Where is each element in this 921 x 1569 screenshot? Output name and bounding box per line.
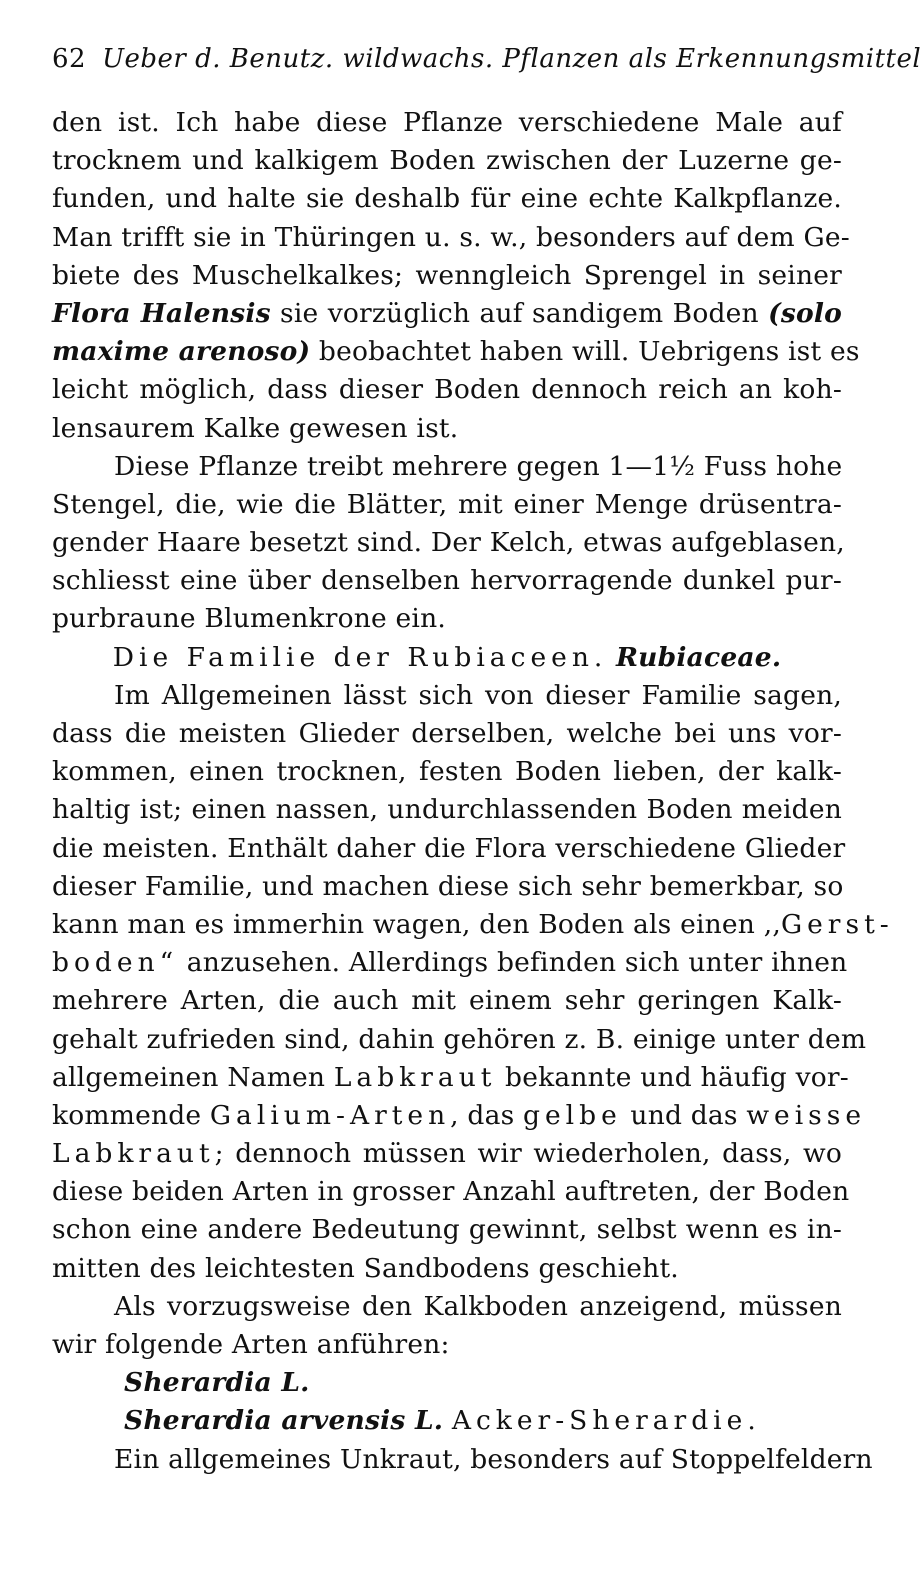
- text-line: den ist. Ich habe diese Pflanze verschiedene Male auf: [52, 107, 842, 138]
- page-number: 62: [52, 44, 87, 74]
- spaced-term: Gerst-: [780, 908, 894, 940]
- text-line: trocknem und kalkigem Boden zwischen der Luzerne ge-: [52, 145, 842, 177]
- text-line: maxime arenoso) beobachtet haben will. Uebrigens ist es: [52, 336, 860, 368]
- spaced-term: Labkraut: [52, 1138, 215, 1170]
- text-line: Flora Halensis sie vorzüglich auf sandigem Boden (solo: [52, 297, 842, 329]
- text-line: allgemeinen Namen Labkraut bekannte und häufig vor-: [52, 1061, 849, 1093]
- text-line: Stengel, die, wie die Blätter, mit einer Menge drüsentra-: [52, 488, 842, 520]
- text-line: gehalt zufrieden sind, dahin gehören z. B. einige unter dem: [52, 1023, 867, 1055]
- text-line: dass die meisten Glieder derselben, welche bei uns vor-: [52, 718, 842, 749]
- text-line: mehrere Arten, die auch mit einem sehr geringen Kalk-: [52, 985, 842, 1017]
- text-line: dieser Familie, und machen diese sich sehr bemerkbar, so: [52, 870, 844, 902]
- text-line: leicht möglich, dass dieser Boden dennoch reich an koh-: [52, 374, 842, 406]
- text-line: haltig ist; einen nassen, undurchlassenden Boden meiden: [52, 794, 842, 826]
- text-line: kommen, einen trocknen, festen Boden lieben, der kalk-: [52, 756, 842, 788]
- latin-title: Flora Halensis: [52, 297, 271, 329]
- text-line: gender Haare besetzt sind. Der Kelch, etwas aufgeblasen,: [52, 527, 845, 559]
- spaced-term: Labkraut: [333, 1061, 497, 1093]
- text-line: schon eine andere Bedeutung gewinnt, selbst wenn es in-: [52, 1214, 842, 1246]
- text-line: mitten des leichtesten Sandbodens geschieht.: [52, 1252, 679, 1284]
- text-line: kommende Galium-Arten, das gelbe und das weisse: [52, 1099, 867, 1131]
- text-line: purbraune Blumenkrone ein.: [52, 603, 446, 635]
- text-line: schliesst eine über denselben hervorragende dunkel pur-: [52, 565, 842, 597]
- common-name: Acker-Sherardie.: [451, 1405, 761, 1437]
- spaced-term: gelbe: [523, 1099, 622, 1131]
- section-heading: Die Familie der Rubiaceen. Rubiaceae.: [112, 641, 782, 673]
- text-line: lensaurem Kalke gewesen ist.: [52, 412, 459, 444]
- running-title: Ueber d. Benutz. wildwachs. Pflanzen als Erkennungsmittel: [102, 44, 921, 74]
- spaced-term: weisse: [746, 1099, 867, 1131]
- spaced-term: boden“: [52, 947, 179, 979]
- text-line: boden“ anzusehen. Allerdings befinden sich unter ihnen: [52, 947, 848, 979]
- latin-phrase: (solo: [768, 297, 842, 329]
- latin-phrase: maxime arenoso): [52, 336, 311, 368]
- text-line: biete des Muschelkalkes; wenngleich Sprengel in seiner: [52, 259, 842, 291]
- text-line: Als vorzugsweise den Kalkboden anzeigend, müssen: [114, 1290, 842, 1322]
- text-line: Labkraut; dennoch müssen wir wiederholen, dass, wo: [52, 1138, 842, 1170]
- text-line: diese beiden Arten in grosser Anzahl auftreten, der Boden: [52, 1176, 850, 1208]
- body-text: [52, 104, 894, 1479]
- text-line: kann man es immerhin wagen, den Boden als einen ,,Gerst-: [52, 908, 894, 940]
- text-line: Im Allgemeinen lässt sich von dieser Familie sagen,: [114, 679, 842, 711]
- text-line: die meisten. Enthält daher die Flora verschiedene Glieder: [52, 832, 846, 864]
- text-line: Diese Pflanze treibt mehrere gegen 1—1½ Fuss hohe: [114, 450, 843, 482]
- text-line: funden, und halte sie deshalb für eine echte Kalkpflanze.: [52, 183, 842, 215]
- genus-name: Sherardia L.: [124, 1367, 310, 1399]
- text-line: Man trifft sie in Thüringen u. s. w., besonders auf dem Ge-: [52, 221, 850, 253]
- spaced-term: Galium-Arten: [209, 1099, 451, 1131]
- species-entry: Sherardia arvensis L. Acker-Sherardie.: [124, 1405, 761, 1437]
- text-line: Ein allgemeines Unkraut, besonders auf Stoppelfeldern: [114, 1443, 873, 1475]
- running-header: [52, 44, 921, 74]
- text-line: wir folgende Arten anführen:: [52, 1329, 450, 1360]
